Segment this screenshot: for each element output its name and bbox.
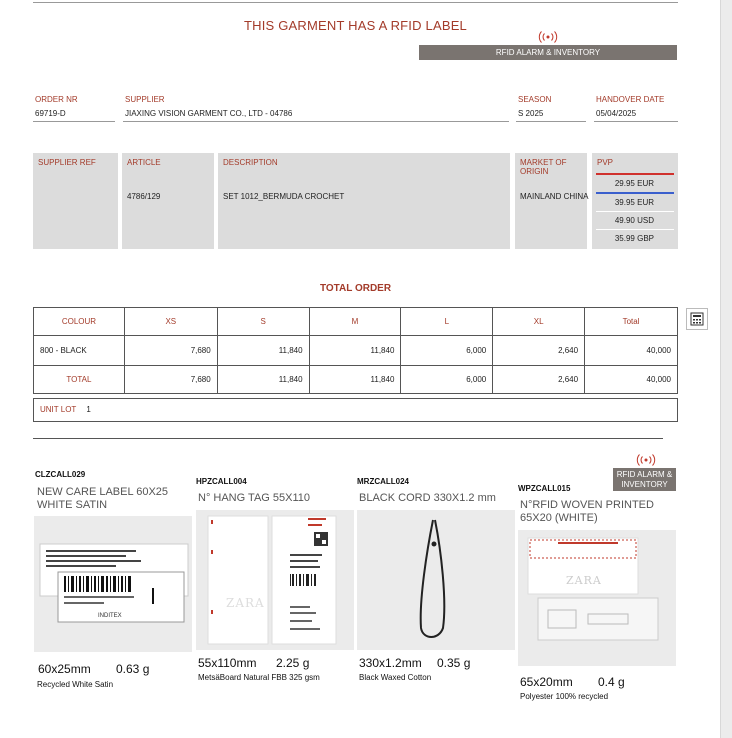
cell-xs: 7,680 — [124, 336, 217, 366]
col-s: S — [217, 308, 309, 336]
trim-size: 330x1.2mm — [359, 656, 422, 670]
supplier-value: JIAXING VISION GARMENT CO., LTD - 04786 — [125, 109, 293, 118]
handover-label: HANDOVER DATE — [596, 95, 665, 104]
hang-tag-brand: ZARA — [226, 596, 265, 610]
table-total-row — [34, 366, 678, 394]
trim-size: 55x110mm — [198, 656, 257, 670]
pvp-red-line — [596, 173, 674, 175]
cell-m: 11,840 — [309, 336, 401, 366]
trim-material: Black Waxed Cotton — [359, 673, 432, 682]
cell-colour: 800 - BLACK — [34, 336, 125, 366]
unit-lot-label: UNIT LOT — [40, 405, 77, 414]
total-row-label: TOTAL — [34, 366, 125, 394]
market-label: MARKET OF ORIGIN — [520, 158, 567, 176]
cell-xl: 2,640 — [493, 336, 585, 366]
trim-material: Recycled White Satin — [37, 680, 114, 689]
total-xl: 2,640 — [493, 366, 585, 394]
col-colour: COLOUR — [34, 308, 125, 336]
season-underline — [516, 121, 586, 122]
rfid-signal-icon — [634, 453, 658, 467]
calculator-icon[interactable] — [686, 308, 708, 330]
supplier-ref-label: SUPPLIER REF — [38, 158, 96, 167]
order-nr-label: ORDER NR — [35, 95, 78, 104]
trim-weight: 0.35 g — [437, 656, 471, 670]
description-label: DESCRIPTION — [223, 158, 278, 167]
col-total: Total — [585, 308, 678, 336]
trim-name: BLACK CORD 330X1.2 mm — [359, 492, 496, 504]
cell-total: 40,000 — [585, 336, 678, 366]
order-nr-value: 69719-D — [35, 109, 66, 118]
supplier-ref-box — [33, 153, 118, 249]
trim-name: NEW CARE LABEL 60X25 WHITE SATIN — [37, 486, 169, 511]
unit-lot-box — [33, 398, 678, 422]
trim-weight: 0.4 g — [598, 675, 625, 689]
pvp-box — [592, 153, 678, 249]
season-value: S 2025 — [518, 109, 544, 118]
description-value: SET 1012_BERMUDA CROCHET — [223, 192, 345, 201]
pvp-price-2: 39.95 EUR — [614, 198, 654, 207]
market-box — [515, 153, 587, 249]
order-nr-underline — [33, 121, 115, 122]
article-box — [122, 153, 214, 249]
trim-code: HPZCALL004 — [196, 477, 247, 486]
care-label-brand: INDITEX — [98, 613, 122, 619]
description-box — [218, 153, 510, 249]
total-l: 6,000 — [401, 366, 493, 394]
total-s: 11,840 — [217, 366, 309, 394]
article-label: ARTICLE — [127, 158, 161, 167]
pvp-divider-2 — [596, 229, 674, 230]
pvp-divider-1 — [596, 211, 674, 212]
total-total: 40,000 — [585, 366, 678, 394]
table-row — [34, 336, 678, 366]
trim-size: 60x25mm — [38, 662, 91, 676]
pvp-price-3: 49.90 USD — [614, 216, 654, 225]
trim-weight: 2.25 g — [276, 656, 310, 670]
col-xl: XL — [493, 308, 585, 336]
supplier-underline — [123, 121, 509, 122]
rfid-banner: RFID ALARM & INVENTORY — [419, 45, 677, 60]
cord-panel — [357, 510, 515, 650]
handover-value: 05/04/2025 — [596, 109, 637, 118]
col-l: L — [401, 308, 493, 336]
pvp-label: PVP — [597, 158, 614, 167]
trim-material: Polyester 100% recycled — [520, 692, 609, 701]
trim-material: MetsäBoard Natural FBB 325 gsm — [198, 673, 320, 682]
trim-size: 65x20mm — [520, 675, 573, 689]
top-divider — [33, 2, 678, 3]
trim-name: N°RFID WOVEN PRINTED 65X20 (WHITE) — [520, 499, 654, 524]
market-value: MAINLAND CHINA — [520, 192, 589, 201]
trim-name: N° HANG TAG 55X110 — [198, 492, 310, 504]
care-label-artwork — [34, 516, 192, 652]
supplier-label: SUPPLIER — [125, 95, 165, 104]
viewer-scrollbar-track[interactable] — [720, 0, 732, 738]
hang-tag-panel — [196, 510, 354, 650]
col-m: M — [309, 308, 401, 336]
rfid-badge: RFID ALARM & INVENTORY — [613, 468, 676, 491]
cell-s: 11,840 — [217, 336, 309, 366]
pvp-blue-line — [596, 192, 674, 194]
rfid-woven-artwork — [518, 530, 676, 666]
unit-lot-value: 1 — [86, 405, 91, 414]
hang-tag-artwork — [196, 510, 354, 650]
pvp-price-4: 35.99 GBP — [614, 234, 654, 243]
handover-underline — [594, 121, 678, 122]
pvp-price-1: 29.95 EUR — [614, 179, 654, 188]
table-header-row — [34, 308, 678, 336]
total-order-table — [33, 307, 678, 394]
trim-weight: 0.63 g — [116, 662, 150, 676]
page-title: THIS GARMENT HAS A RFID LABEL — [243, 18, 467, 33]
rfid-signal-icon — [536, 30, 560, 44]
total-m: 11,840 — [309, 366, 401, 394]
care-label-panel — [34, 516, 192, 652]
article-value: 4786/129 — [127, 192, 161, 201]
trim-code: WPZCALL015 — [518, 484, 571, 493]
col-xs: XS — [124, 308, 217, 336]
trim-code: CLZCALL029 — [35, 470, 86, 479]
cell-l: 6,000 — [401, 336, 493, 366]
season-label: SEASON — [518, 95, 552, 104]
trim-code: MRZCALL024 — [357, 477, 410, 486]
rfid-woven-panel — [518, 530, 676, 666]
woven-brand: ZARA — [566, 574, 602, 587]
section-divider — [33, 438, 663, 439]
total-xs: 7,680 — [124, 366, 217, 394]
total-order-title: TOTAL ORDER — [319, 283, 392, 294]
cord-artwork — [357, 510, 515, 650]
